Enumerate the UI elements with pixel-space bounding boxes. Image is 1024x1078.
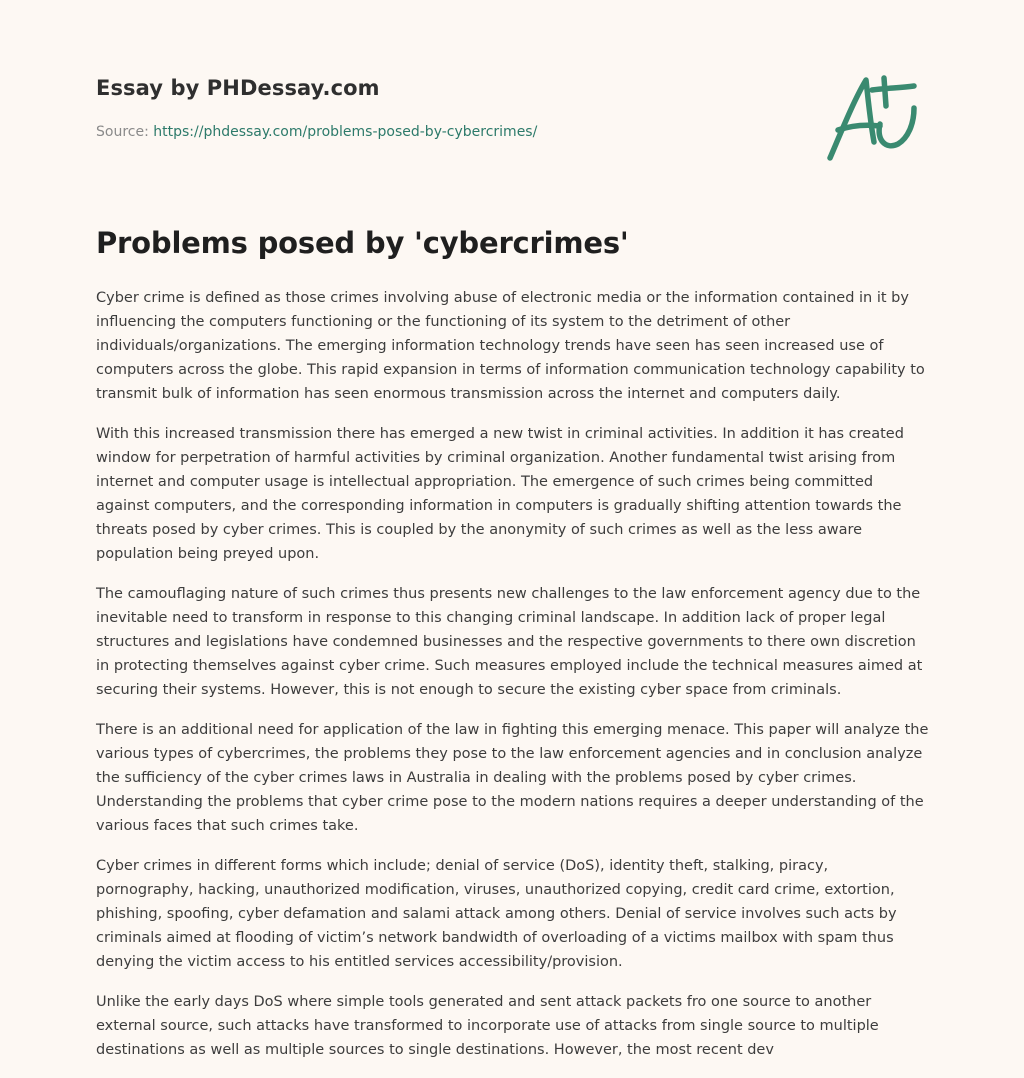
a-plus-logo-icon (824, 68, 924, 164)
paragraph: Cyber crimes in different forms which include; denial of service (DoS), identity theft, stalking, piracy, pornography, hacking, unauthorized modification, viruses, unauthorized copying, credit card crime, extortion, phishing, spoofing, cyber defamation and salami attack among others. Denial of service involves such acts by criminals aimed at flooding of victim’s network bandwidth of overloading of a victims mailbox with spam thus denying the victim access to his entitled services accessibility/provision. (96, 858, 897, 970)
paragraph: The camouflaging nature of such crimes thus presents new challenges to the law enforcement agency due to the inevitable need to transform in response to this changing criminal landscape. In addition lack of proper legal structures and legislations have condemned businesses and the respective governments to there own discretion in protecting themselves against cyber crime. Such measures employed include the technical measures aimed at securing their systems. However, this is not enough to secure the existing cyber space from criminals. (96, 586, 923, 698)
source-label: Source: (96, 124, 154, 140)
page-header (96, 0, 930, 160)
source-line (96, 124, 537, 140)
paragraph: Unlike the early days DoS where simple tools generated and sent attack packets fro one source to another external source, such attacks have transformed to incorporate use of attacks from single source to multiple destinations as well as multiple sources to single destinations. However, the most recent dev (96, 994, 879, 1058)
paragraph: With this increased transmission there has emerged a new twist in criminal activities. In addition it has created window for perpetration of harmful activities by criminal organization. Another fundamental twist arising from internet and computer usage is intellectual appropriation. The emergence of such crimes being committed against computers, and the corresponding information in computers is gradually shifting attention towards the threats posed by cyber crimes. This is coupled by the anonymity of such crimes as well as the less aware population being preyed upon. (96, 426, 904, 562)
brand-title: Essay by PHDessay.com (96, 76, 380, 100)
paragraph: Cyber crime is defined as those crimes involving abuse of electronic media or the information contained in it by influencing the computers functioning or the functioning of its system to the detriment of other individuals/organizations. The emerging information technology trends have seen has seen increased use of computers across the globe. This rapid expansion in terms of information communication technology capability to transmit bulk of information has seen enormous transmission across the internet and computers daily. (96, 290, 925, 402)
essay-page (96, 0, 930, 1058)
source-link[interactable]: https://phdessay.com/problems-posed-by-cybercrimes/ (153, 124, 538, 140)
article-body (96, 286, 930, 1078)
article-title: Problems posed by 'cybercrimes' (96, 226, 629, 260)
paragraph: There is an additional need for application of the law in fighting this emerging menace. This paper will analyze the various types of cybercrimes, the problems they pose to the law enforcement agencies and in conclusion analyze the sufficiency of the cyber crimes laws in Australia in dealing with the problems posed by cyber crimes. Understanding the problems that cyber crime pose to the modern nations requires a deeper understanding of the various faces that such crimes take. (96, 722, 929, 834)
